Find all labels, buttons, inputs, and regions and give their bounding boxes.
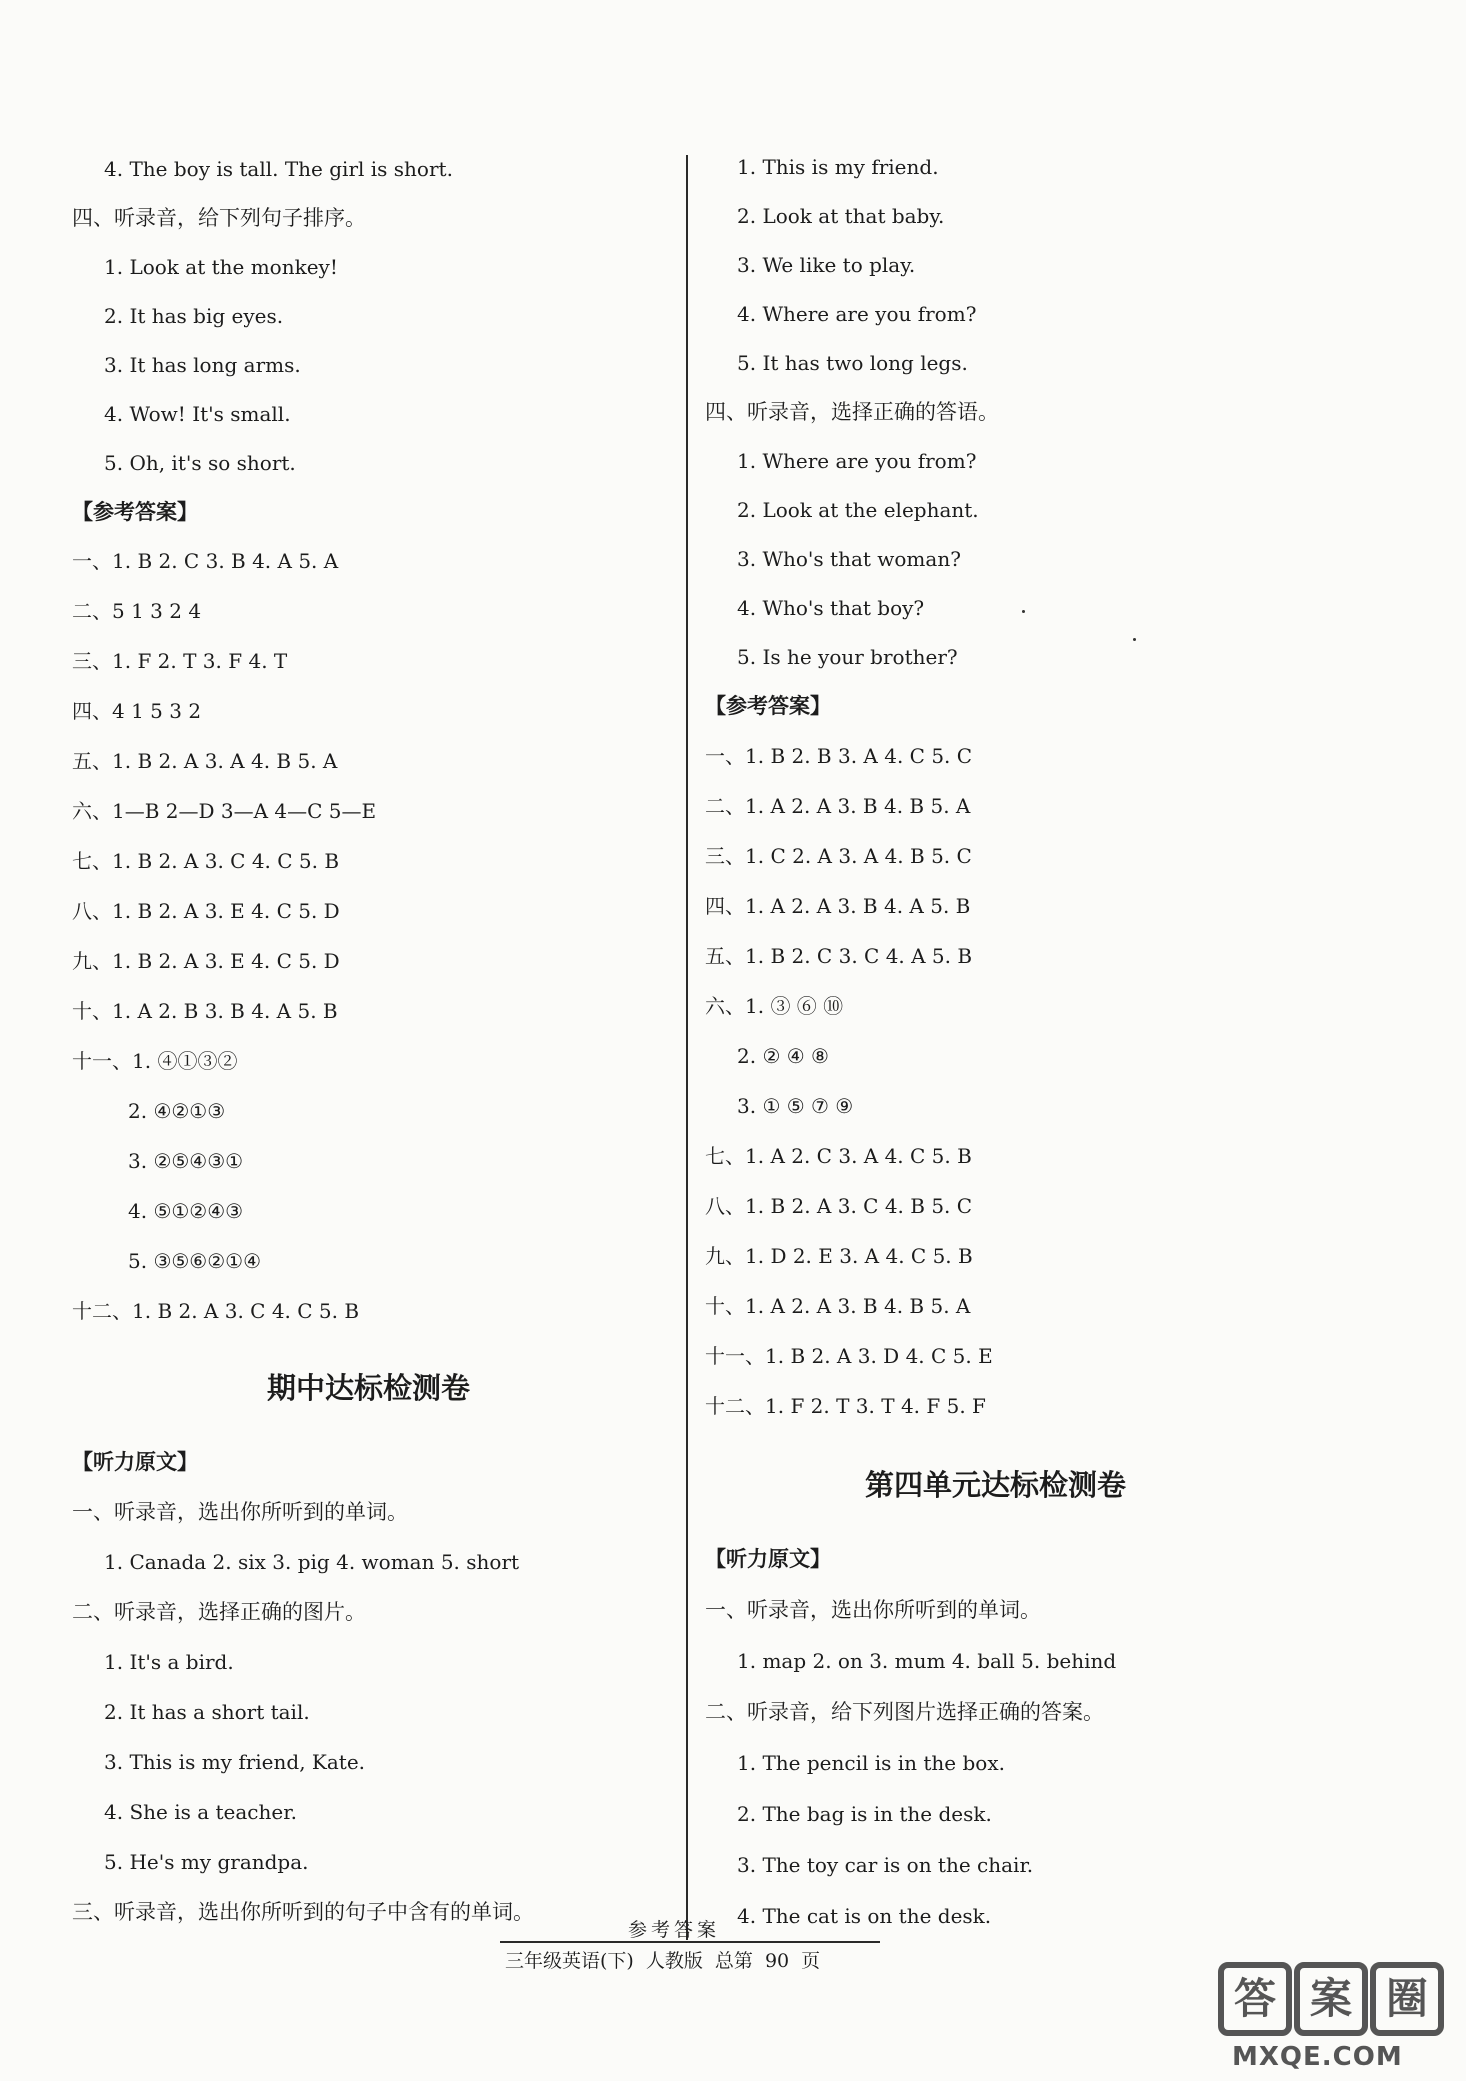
right-text-line: 3. ① ⑤ ⑦ ⑨: [737, 1094, 854, 1118]
left-text-line: 四、听录音，给下列句子排序。: [72, 206, 366, 230]
left-text-line: 1. It's a bird.: [104, 1650, 234, 1674]
left-text-line: 2. It has big eyes.: [104, 304, 284, 328]
right-text-line: 5. Is he your brother?: [737, 645, 958, 669]
right-text-line: 八、1. B 2. A 3. C 4. B 5. C: [705, 1194, 973, 1218]
left-text-line: 十二、1. B 2. A 3. C 4. C 5. B: [72, 1299, 360, 1323]
print-speck: [1022, 610, 1025, 613]
right-text-line: 1. This is my friend.: [737, 155, 939, 179]
left-text-line: 一、1. B 2. C 3. B 4. A 5. A: [72, 549, 339, 573]
right-text-line: 四、听录音，选择正确的答语。: [705, 400, 999, 424]
left-text-line: 5. He's my grandpa.: [104, 1850, 309, 1874]
left-text-line: 三、1. F 2. T 3. F 4. T: [72, 649, 288, 673]
right-text-line: 四、1. A 2. A 3. B 4. A 5. B: [705, 894, 971, 918]
left-text-line: 十、1. A 2. B 3. B 4. A 5. B: [72, 999, 338, 1023]
right-text-line: 1. Where are you from?: [737, 449, 977, 473]
watermark-url: MXQE.COM: [1232, 2042, 1403, 2072]
watermark-char-3: 圈: [1370, 1962, 1444, 2036]
left-text-line: 4. Wow! It's small.: [104, 402, 291, 426]
right-text-line: 二、1. A 2. A 3. B 4. B 5. A: [705, 794, 971, 818]
column-divider: [686, 155, 688, 1940]
right-text-line: 十、1. A 2. A 3. B 4. B 5. A: [705, 1294, 971, 1318]
right-text-line: 六、1. ③ ⑥ ⑩: [705, 994, 844, 1018]
right-text-line: 2. Look at the elephant.: [737, 498, 979, 522]
left-text-line: 三、听录音，选出你所听到的句子中含有的单词。: [72, 1900, 534, 1924]
watermark-char-1: 答: [1218, 1962, 1292, 2036]
right-text-line: 5. It has two long legs.: [737, 351, 968, 375]
left-text-line: 1. Look at the monkey!: [104, 255, 338, 279]
left-text-line: 十一、1. ④①③②: [72, 1049, 238, 1073]
left-text-line: 四、4 1 5 3 2: [72, 699, 202, 723]
watermark-logo: [1218, 1962, 1448, 2072]
right-text-line: 一、1. B 2. B 3. A 4. C 5. C: [705, 744, 973, 768]
left-text-line: 一、听录音，选出你所听到的单词。: [72, 1500, 408, 1524]
right-text-line: 2. Look at that baby.: [737, 204, 945, 228]
right-text-line: 二、听录音，给下列图片选择正确的答案。: [705, 1700, 1104, 1724]
left-text-line: 【听力原文】: [72, 1449, 198, 1474]
left-section-heading: 期中达标检测卷: [267, 1371, 471, 1405]
left-text-line: 4. The boy is tall. The girl is short.: [104, 157, 453, 181]
left-text-line: 3. This is my friend, Kate.: [104, 1750, 366, 1774]
left-text-line: 七、1. B 2. A 3. C 4. C 5. B: [72, 849, 340, 873]
right-text-line: 3. We like to play.: [737, 253, 916, 277]
right-text-line: 十二、1. F 2. T 3. T 4. F 5. F: [705, 1394, 986, 1418]
left-text-line: 5. Oh, it's so short.: [104, 451, 296, 475]
right-text-line: 4. Where are you from?: [737, 302, 977, 326]
left-text-line: 3. ②⑤④③①: [128, 1149, 244, 1173]
right-text-line: 五、1. B 2. C 3. C 4. A 5. B: [705, 944, 973, 968]
right-text-line: 三、1. C 2. A 3. A 4. B 5. C: [705, 844, 972, 868]
right-text-line: 4. The cat is on the desk.: [737, 1904, 992, 1928]
left-text-line: 4. ⑤①②④③: [128, 1199, 244, 1223]
footer-subtitle: 三年级英语(下) 人教版 总第 90 页: [505, 1950, 821, 1972]
right-text-line: 【参考答案】: [705, 693, 831, 718]
left-text-line: 2. It has a short tail.: [104, 1700, 310, 1724]
right-text-line: 4. Who's that boy?: [737, 596, 925, 620]
left-text-line: 2. ④②①③: [128, 1099, 226, 1123]
left-text-line: 5. ③⑤⑥②①④: [128, 1249, 262, 1273]
right-text-line: 七、1. A 2. C 3. A 4. C 5. B: [705, 1144, 972, 1168]
left-text-line: 六、1—B 2—D 3—A 4—C 5—E: [72, 799, 377, 823]
left-text-line: 1. Canada 2. six 3. pig 4. woman 5. short: [104, 1550, 520, 1574]
right-text-line: 2. ② ④ ⑧: [737, 1044, 829, 1068]
footer-title: 参考答案: [628, 1919, 721, 1941]
left-text-line: 二、听录音，选择正确的图片。: [72, 1600, 366, 1624]
left-text-line: 五、1. B 2. A 3. A 4. B 5. A: [72, 749, 338, 773]
footer-rule: [500, 1941, 880, 1943]
watermark-char-2: 案: [1294, 1962, 1368, 2036]
right-text-line: 1. The pencil is in the box.: [737, 1751, 1005, 1775]
left-text-line: 【参考答案】: [72, 499, 198, 524]
left-text-line: 八、1. B 2. A 3. E 4. C 5. D: [72, 899, 340, 923]
left-text-line: 二、5 1 3 2 4: [72, 599, 202, 623]
left-text-line: 九、1. B 2. A 3. E 4. C 5. D: [72, 949, 340, 973]
right-text-line: 一、听录音，选出你所听到的单词。: [705, 1598, 1041, 1622]
left-text-line: 4. She is a teacher.: [104, 1800, 297, 1824]
right-text-line: 1. map 2. on 3. mum 4. ball 5. behind: [737, 1649, 1117, 1673]
right-text-line: 2. The bag is in the desk.: [737, 1802, 992, 1826]
right-text-line: 3. Who's that woman?: [737, 547, 961, 571]
left-text-line: 3. It has long arms.: [104, 353, 301, 377]
right-text-line: 九、1. D 2. E 3. A 4. C 5. B: [705, 1244, 973, 1268]
right-text-line: 十一、1. B 2. A 3. D 4. C 5. E: [705, 1344, 993, 1368]
right-text-line: 3. The toy car is on the chair.: [737, 1853, 1034, 1877]
right-text-line: 【听力原文】: [705, 1546, 831, 1571]
print-speck: [1133, 638, 1136, 641]
right-section-heading: 第四单元达标检测卷: [865, 1468, 1127, 1502]
